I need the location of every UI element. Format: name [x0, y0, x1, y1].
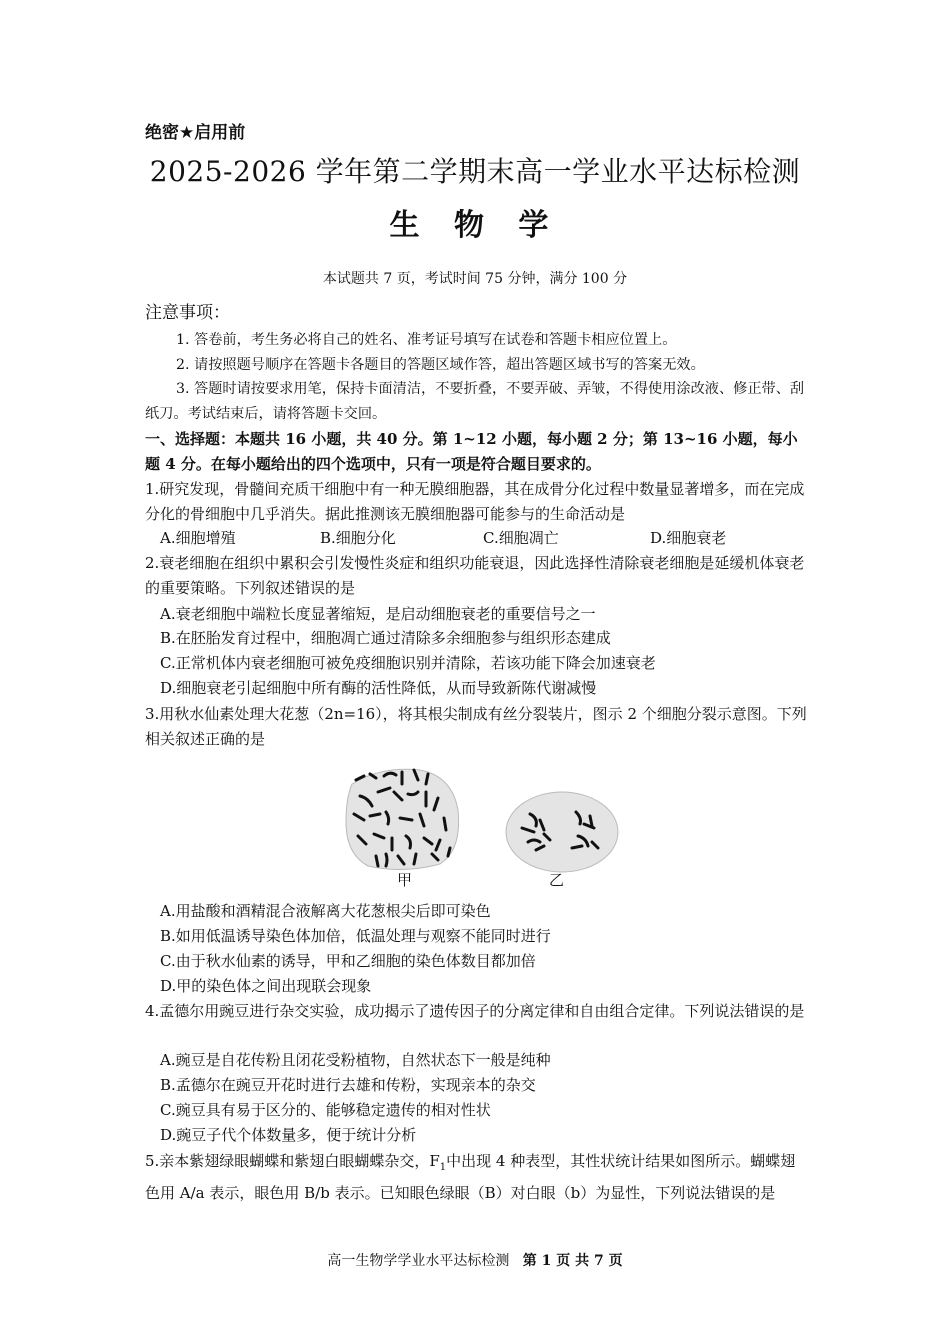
exam-title: 2025-2026 学年第二学期末高一学业水平达标检测	[149, 155, 801, 188]
cell-division-figure	[340, 762, 625, 892]
figure-label-yi: 乙	[549, 871, 565, 889]
q5-stem-part-b: 中出现 4 种表型，其性状统计结果如图所示。蝴蝶翅色用 A/a 表示，眼色用 B/b 表示。已知眼色绿眼（B）对白眼（b）为显性，下列说法错误的是	[145, 1152, 796, 1202]
q5-subscript: 1	[439, 1162, 447, 1173]
q3-option-a: A.用盐酸和酒精混合液解离大花葱根尖后即可染色	[160, 902, 491, 920]
q2-option-b: B.在胚胎发育过程中，细胞凋亡通过清除多余细胞参与组织形态建成	[160, 629, 611, 647]
footer-page-number: 第 1 页 共 7 页	[522, 1253, 623, 1269]
confidential-label: 绝密★启用前	[145, 123, 246, 143]
q4-option-b: B.孟德尔在豌豆开花时进行去雄和传粉，实现亲本的杂交	[160, 1076, 536, 1094]
exam-meta: 本试题共 7 页，考试时间 75 分钟，满分 100 分	[322, 271, 628, 287]
footer-title: 高一生物学学业水平达标检测	[327, 1253, 510, 1269]
question-4-stem: 4.孟德尔用豌豆进行杂交实验，成功揭示了遗传因子的分离定律和自由组合定律。下列说法错误的是	[145, 1002, 805, 1020]
q3-option-c: C.由于秋水仙素的诱导，甲和乙细胞的染色体数目都加倍	[160, 952, 536, 970]
option-c: C.细胞凋亡	[483, 529, 559, 547]
q4-option-a: A.豌豆是自花传粉且闭花受粉植物，自然状态下一般是纯种	[160, 1051, 551, 1069]
q3-option-d: D.甲的染色体之间出现联会现象	[160, 977, 372, 995]
q2-option-a: A.衰老细胞中端粒长度显著缩短，是启动细胞衰老的重要信号之一	[160, 605, 596, 623]
q4-option-d: D.豌豆子代个体数量多，便于统计分析	[160, 1126, 417, 1144]
option-b: B.细胞分化	[320, 529, 396, 547]
notice-item-1: 1. 答卷前，考生务必将自己的姓名、准考证号填写在试卷和答题卡相应位置上。	[176, 332, 677, 348]
subject-title: 生 物 学	[389, 208, 561, 243]
question-5-stem	[145, 1149, 810, 1205]
notice-item-3: 3. 答题时请按要求用笔，保持卡面清洁，不要折叠，不要弄破、弄皱，不得使用涂改液、修正带、刮纸刀。考试结束后，请将答题卡交回。	[145, 381, 805, 422]
section-heading: 一、选择题：本题共 16 小题，共 40 分。第 1~12 小题，每小题 2 分；第 13~16 小题，每小题 4 分。在每小题给出的四个选项中，只有一项是符合题目要求的。	[145, 430, 798, 473]
question-1-options	[160, 527, 810, 551]
q3-option-b: B.如用低温诱导染色体加倍，低温处理与观察不能同时进行	[160, 927, 551, 945]
option-d: D.细胞衰老	[650, 529, 727, 547]
question-3-stem: 3.用秋水仙素处理大花葱（2n=16），将其根尖制成有丝分裂装片，图示 2 个细胞分裂示意图。下列相关叙述正确的是	[145, 705, 807, 748]
cell-jia-image	[346, 769, 459, 869]
notice-heading: 注意事项：	[145, 303, 230, 323]
figure-label-jia: 甲	[397, 871, 413, 889]
q2-option-c: C.正常机体内衰老细胞可被免疫细胞识别并清除，若该功能下降会加速衰老	[160, 654, 656, 672]
option-a: A.细胞增殖	[160, 529, 236, 547]
cell-yi-image	[506, 792, 618, 872]
notice-item-2: 2. 请按照题号顺序在答题卡各题目的答题区域作答，超出答题区域书写的答案无效。	[176, 357, 705, 373]
q4-option-c: C.豌豆具有易于区分的、能够稳定遗传的相对性状	[160, 1101, 491, 1119]
page-footer	[0, 1250, 950, 1270]
question-1-stem: 1.研究发现，骨髓间充质干细胞中有一种无膜细胞器，其在成骨分化过程中数量显著增多，而在完成分化的骨细胞中几乎消失。据此推测该无膜细胞器可能参与的生命活动是	[145, 480, 805, 523]
q5-stem-part-a: 5.亲本紫翅绿眼蝴蝶和紫翅白眼蝴蝶杂交，F	[145, 1152, 440, 1170]
q2-option-d: D.细胞衰老引起细胞中所有酶的活性降低，从而导致新陈代谢减慢	[160, 679, 597, 697]
question-2-stem: 2.衰老细胞在组织中累积会引发慢性炎症和组织功能衰退，因此选择性清除衰老细胞是延缓机体衰老的重要策略。下列叙述错误的是	[145, 554, 805, 597]
